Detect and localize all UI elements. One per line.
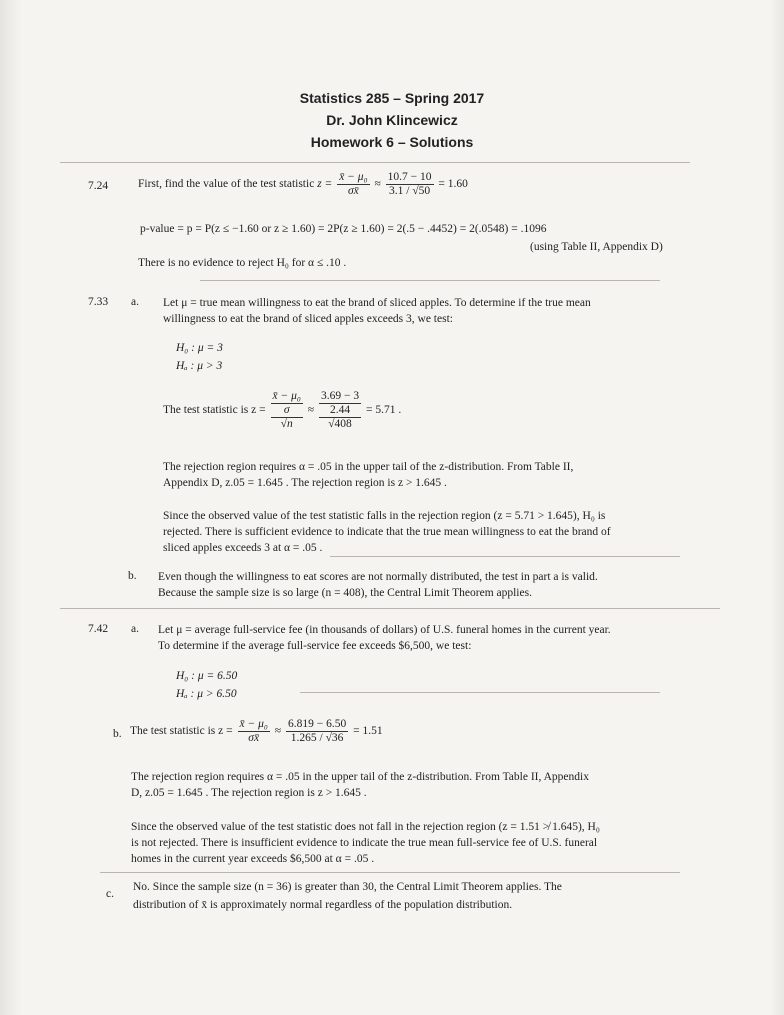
part-label: c.	[106, 888, 114, 900]
part-label: a.	[131, 296, 139, 308]
definition-line: willingness to eat the brand of sliced apples exceeds 3, we test:	[163, 313, 453, 325]
problem-number: 7.33	[88, 296, 109, 308]
rejection-region-line: The rejection region requires α = .05 in the upper tail of the z-distribution. From Table II,	[163, 461, 574, 473]
part-label: b.	[128, 570, 137, 582]
result-value: = 5.71 .	[365, 404, 402, 417]
conclusion-line: rejected. There is sufficient evidence to indicate that the true mean willingness to eat the brand of	[163, 526, 611, 538]
problem-number: 7.42	[88, 623, 109, 635]
approx-sign: ≈	[274, 725, 282, 738]
fraction-values	[286, 718, 348, 745]
fraction-denominator-bottom: √n	[280, 418, 293, 430]
definition-line: Let μ = true mean willingness to eat the brand of sliced apples. To determine if the true mean	[163, 297, 591, 309]
fraction-numerator: x̄ − μ₀	[339, 171, 368, 183]
divider	[60, 162, 690, 163]
right-edge-shadow	[770, 0, 784, 1015]
ts-label: The test statistic is z =	[163, 404, 266, 417]
alternative-hypothesis: Hₐ : μ > 3	[176, 360, 223, 372]
fraction-values	[386, 171, 434, 198]
approx-sign: ≈	[307, 404, 315, 417]
divider	[200, 280, 660, 281]
fraction-denominator: 3.1 / √50	[389, 185, 431, 197]
fraction-denominator: σx̄	[347, 185, 359, 197]
result-value: = 1.51	[353, 725, 383, 738]
answer-line: Even though the willingness to eat scores are not normally distributed, the test in part a is valid.	[158, 571, 598, 583]
conclusion-line: There is no evidence to reject H₀ for α ≤ .10 .	[138, 257, 347, 269]
rejection-region-line: D, z.05 = 1.645 . The rejection region is z > 1.645 .	[131, 787, 367, 799]
divider	[60, 608, 720, 609]
problem-number: 7.24	[88, 180, 109, 192]
conclusion-line: Since the observed value of the test statistic does not fall in the rejection region (z = 1.51 ≯ 1.645), H₀	[131, 821, 600, 833]
alternative-hypothesis: Hₐ : μ > 6.50	[176, 688, 237, 700]
fraction-formula	[337, 171, 369, 198]
fraction-numerator: x̄ − μ₀	[272, 390, 301, 402]
conclusion-line: sliced apples exceeds 3 at α = .05 .	[163, 542, 323, 554]
fraction-denominator-bottom: √408	[328, 418, 352, 430]
definition-line: Let μ = average full-service fee (in thousands of dollars) of U.S. funeral homes in the current year.	[158, 624, 611, 636]
null-hypothesis: H₀ : μ = 6.50	[176, 670, 238, 682]
instructor-name: Dr. John Klincewicz	[326, 112, 458, 128]
test-statistic-line	[163, 390, 401, 431]
table-note: (using Table II, Appendix D)	[530, 241, 663, 253]
fraction-numerator: x̄ − μ₀	[239, 718, 268, 730]
divider	[330, 556, 680, 557]
intro-text: First, find the value of the test statistic	[138, 178, 315, 191]
conclusion-line: homes in the current year exceeds $6,500 at α = .05 .	[131, 853, 375, 865]
course-title: Statistics 285 – Spring 2017	[299, 90, 485, 106]
divider	[100, 872, 680, 873]
rejection-region-line: The rejection region requires α = .05 in the upper tail of the z-distribution. From Table II, Appendix	[131, 771, 589, 783]
part-label: b.	[113, 728, 122, 740]
test-statistic-line	[138, 171, 468, 198]
p-value-line: p-value = p = P(z ≤ −1.60 or z ≥ 1.60) = 2P(z ≥ 1.60) = 2(.5 − .4452) = 2(.0548) = .1096	[140, 223, 547, 235]
answer-line: Because the sample size is so large (n = 408), the Central Limit Theorem applies.	[158, 587, 532, 599]
fraction-denominator-top: 2.44	[319, 404, 361, 418]
fraction-values	[319, 390, 361, 431]
ts-label: The test statistic is z =	[130, 725, 233, 738]
fraction-denominator: 1.265 / √36	[290, 732, 344, 744]
fraction-numerator: 3.69 − 3	[320, 390, 360, 402]
answer-line: No. Since the sample size (n = 36) is greater than 30, the Central Limit Theorem applies. The	[133, 881, 562, 893]
definition-line: To determine if the average full-service fee exceeds $6,500, we test:	[158, 640, 472, 652]
approx-sign: ≈	[374, 178, 381, 191]
fraction-numerator: 6.819 − 6.50	[287, 718, 347, 730]
page-title: Homework 6 – Solutions	[310, 134, 474, 150]
null-hypothesis: H₀ : μ = 3	[176, 342, 223, 354]
fraction-numerator: 10.7 − 10	[387, 171, 432, 183]
result-value: = 1.60	[438, 178, 468, 191]
conclusion-line: Since the observed value of the test statistic falls in the rejection region (z = 5.71 > 1.645), H₀ is	[163, 510, 606, 522]
z-lhs: z =	[317, 178, 333, 191]
answer-line: distribution of x̄ is approximately normal regardless of the population distribution.	[133, 899, 513, 911]
part-label: a.	[131, 623, 139, 635]
fraction-denominator-top: σ	[271, 404, 303, 418]
fraction-formula	[271, 390, 303, 431]
fraction-denominator: σx̄	[248, 732, 260, 744]
conclusion-line: is not rejected. There is insufficient evidence to indicate the true mean full-service fee of U.S. funeral	[131, 837, 598, 849]
fraction-formula	[238, 718, 270, 745]
test-statistic-line	[130, 718, 383, 745]
left-edge-shadow	[0, 0, 22, 1015]
rejection-region-line: Appendix D, z.05 = 1.645 . The rejection region is z > 1.645 .	[163, 477, 447, 489]
divider	[300, 692, 660, 693]
